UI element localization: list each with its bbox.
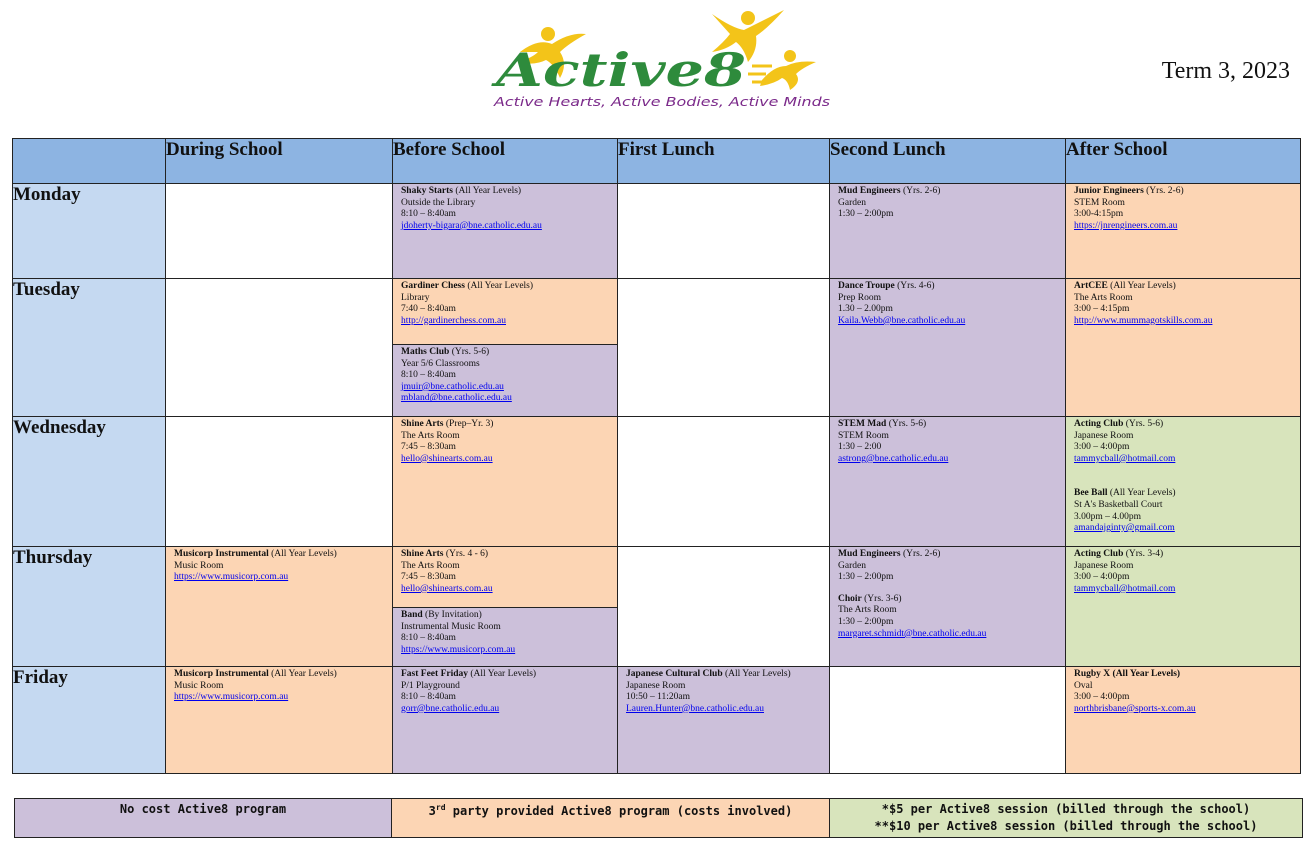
- col-during-school: During School: [166, 139, 393, 184]
- contact-link[interactable]: hello@shinearts.com.au: [401, 453, 493, 464]
- activity-name: Junior Engineers: [1074, 186, 1144, 196]
- legend-third-party: 3rd party provided Active8 program (costs involved): [392, 799, 830, 838]
- activity-name: Dance Troupe: [838, 281, 895, 291]
- contact-link[interactable]: mbland@bne.catholic.edu.au: [401, 393, 512, 404]
- day-thursday: Thursday: [13, 547, 166, 667]
- contact-link[interactable]: Lauren.Hunter@bne.catholic.edu.au: [626, 703, 764, 714]
- empty-cell: [618, 279, 830, 417]
- activity-cell: Shine Arts (Yrs. 4 - 6) The Arts Room 7:45 – 8:30am hello@shinearts.com.au Band (By Invitation) Instrumental Music Room 8:10 – 8:40am https://www.musicorp.com.au: [393, 547, 618, 667]
- empty-cell: [166, 279, 393, 417]
- col-before-school: Before School: [393, 139, 618, 184]
- activity-cell: ArtCEE (All Year Levels) The Arts Room 3:00 – 4:15pm http://www.mummagotskills.com.au: [1066, 279, 1301, 417]
- col-after-school: After School: [1066, 139, 1301, 184]
- contact-link[interactable]: https://www.musicorp.com.au: [401, 644, 516, 655]
- logo-wordmark: Active8: [490, 43, 746, 97]
- contact-link[interactable]: jmuir@bne.catholic.edu.au: [401, 381, 504, 392]
- activity-name: Shine Arts: [401, 549, 444, 559]
- col-second-lunch: Second Lunch: [830, 139, 1066, 184]
- contact-link[interactable]: http://gardinerchess.com.au: [401, 315, 506, 326]
- activity-cell: Mud Engineers (Yrs. 2-6) Garden 1:30 – 2:00pm Choir (Yrs. 3-6) The Arts Room 1:30 – 2:00pm margaret.schmidt@bne.catholic.edu.au: [830, 547, 1066, 667]
- legend-no-cost: No cost Active8 program: [15, 799, 392, 838]
- contact-link[interactable]: https://www.musicorp.com.au: [174, 572, 289, 583]
- activity-name: Rugby X (All Year Levels): [1074, 669, 1181, 679]
- activity-timetable: [12, 138, 1301, 774]
- price-10-label: **$10 per Active8 session (billed through the school): [874, 819, 1258, 833]
- activity-cell: Acting Club (Yrs. 5-6) Japanese Room 3:00 – 4:00pm tammycball@hotmail.com Bee Ball (All Year Levels) St A's Basketball Court 3.00pm – 4.00pm amandajginty@gmail.com: [1066, 417, 1301, 547]
- activity-name: Shaky Starts: [401, 186, 453, 196]
- activity-name: Musicorp Instrumental: [174, 669, 269, 679]
- header-row: [13, 139, 1301, 184]
- activity-cell: Gardiner Chess (All Year Levels) Library 7:40 – 8:40am http://gardinerchess.com.au Maths Club (Yrs. 5-6) Year 5/6 Classrooms 8:10 – 8:40am jmuir@bne.catholic.edu.au mbland@bne.catholic.edu.au: [393, 279, 618, 417]
- activity-name: ArtCEE: [1074, 281, 1108, 291]
- activity-name: Musicorp Instrumental: [174, 549, 269, 559]
- contact-link[interactable]: tammycball@hotmail.com: [1074, 583, 1176, 594]
- row-friday: [13, 667, 1301, 774]
- price-5-label: *$5 per Active8 session (billed through the school): [881, 802, 1251, 816]
- contact-link[interactable]: amandajginty@gmail.com: [1074, 523, 1175, 534]
- activity-name: Mud Engineers: [838, 186, 901, 196]
- contact-link[interactable]: http://www.mummagotskills.com.au: [1074, 315, 1213, 326]
- day-friday: Friday: [13, 667, 166, 774]
- row-tuesday: [13, 279, 1301, 417]
- day-tuesday: Tuesday: [13, 279, 166, 417]
- contact-link[interactable]: astrong@bne.catholic.edu.au: [838, 453, 949, 464]
- empty-cell: [618, 417, 830, 547]
- contact-link[interactable]: Kaila.Webb@bne.catholic.edu.au: [838, 315, 966, 326]
- activity-cell: Musicorp Instrumental (All Year Levels) Music Room https://www.musicorp.com.au: [166, 667, 393, 774]
- contact-link[interactable]: margaret.schmidt@bne.catholic.edu.au: [838, 628, 987, 639]
- empty-cell: [166, 184, 393, 279]
- corner-header: [13, 139, 166, 184]
- activity-name: Fast Feet Friday: [401, 669, 469, 679]
- legend-session-pricing: [830, 799, 1303, 838]
- contact-link[interactable]: https://jnrengineers.com.au: [1074, 220, 1178, 231]
- activity-cell: Fast Feet Friday (All Year Levels) P/1 Playground 8:10 – 8:40am gorr@bne.catholic.edu.au: [393, 667, 618, 774]
- activity-name: STEM Mad: [838, 419, 887, 429]
- contact-link[interactable]: tammycball@hotmail.com: [1074, 453, 1176, 464]
- activity-cell: Japanese Cultural Club (All Year Levels) Japanese Room 10:50 – 11:20am Lauren.Hunter@bne.catholic.edu.au: [618, 667, 830, 774]
- term-label: Term 3, 2023: [1161, 58, 1290, 84]
- col-first-lunch: First Lunch: [618, 139, 830, 184]
- activity-cell: Acting Club (Yrs. 3-4) Japanese Room 3:00 – 4:00pm tammycball@hotmail.com: [1066, 547, 1301, 667]
- activity-name: Japanese Cultural Club: [626, 669, 723, 679]
- activity-cell: Shine Arts (Prep–Yr. 3) The Arts Room 7:45 – 8:30am hello@shinearts.com.au: [393, 417, 618, 547]
- logo-tagline: Active Hearts, Active Bodies, Active Minds: [492, 94, 831, 109]
- activity-cell: STEM Mad (Yrs. 5-6) STEM Room 1:30 – 2:00 astrong@bne.catholic.edu.au: [830, 417, 1066, 547]
- contact-link[interactable]: gorr@bne.catholic.edu.au: [401, 703, 500, 714]
- row-thursday: [13, 547, 1301, 667]
- empty-cell: [618, 184, 830, 279]
- activity-name: Bee Ball: [1074, 488, 1108, 499]
- activity-name: Choir: [838, 593, 862, 604]
- running-figure-icon: [748, 50, 816, 90]
- activity-cell: Shaky Starts (All Year Levels) Outside the Library 8:10 – 8:40am jdoherty-bigara@bne.catholic.edu.au: [393, 184, 618, 279]
- cost-legend: [14, 798, 1303, 838]
- activity-name: Shine Arts: [401, 419, 444, 429]
- row-wednesday: [13, 417, 1301, 547]
- activity-cell: Dance Troupe (Yrs. 4-6) Prep Room 1.30 – 2.00pm Kaila.Webb@bne.catholic.edu.au: [830, 279, 1066, 417]
- activity-name: Maths Club: [401, 347, 450, 357]
- contact-link[interactable]: jdoherty-bigara@bne.catholic.edu.au: [401, 220, 542, 231]
- day-wednesday: Wednesday: [13, 417, 166, 547]
- activity-cell: Musicorp Instrumental (All Year Levels) Music Room https://www.musicorp.com.au: [166, 547, 393, 667]
- contact-link[interactable]: hello@shinearts.com.au: [401, 583, 493, 594]
- activity-name: Acting Club: [1074, 419, 1124, 429]
- empty-cell: [618, 547, 830, 667]
- activity-cell: Rugby X (All Year Levels) Oval 3:00 – 4:00pm northbrisbane@sports-x.com.au: [1066, 667, 1301, 774]
- contact-link[interactable]: https://www.musicorp.com.au: [174, 692, 289, 703]
- activity-name: Band: [401, 610, 423, 620]
- active8-logo: [490, 4, 835, 112]
- contact-link[interactable]: northbrisbane@sports-x.com.au: [1074, 703, 1196, 714]
- row-monday: [13, 184, 1301, 279]
- day-monday: Monday: [13, 184, 166, 279]
- activity-cell: Mud Engineers (Yrs. 2-6) Garden 1:30 – 2:00pm: [830, 184, 1066, 279]
- activity-name: Gardiner Chess: [401, 281, 465, 291]
- activity-name: Mud Engineers: [838, 549, 901, 559]
- activity-name: Acting Club: [1074, 549, 1124, 559]
- empty-cell: [166, 417, 393, 547]
- empty-cell: [830, 667, 1066, 774]
- activity-cell: Junior Engineers (Yrs. 2-6) STEM Room 3:00-4:15pm https://jnrengineers.com.au: [1066, 184, 1301, 279]
